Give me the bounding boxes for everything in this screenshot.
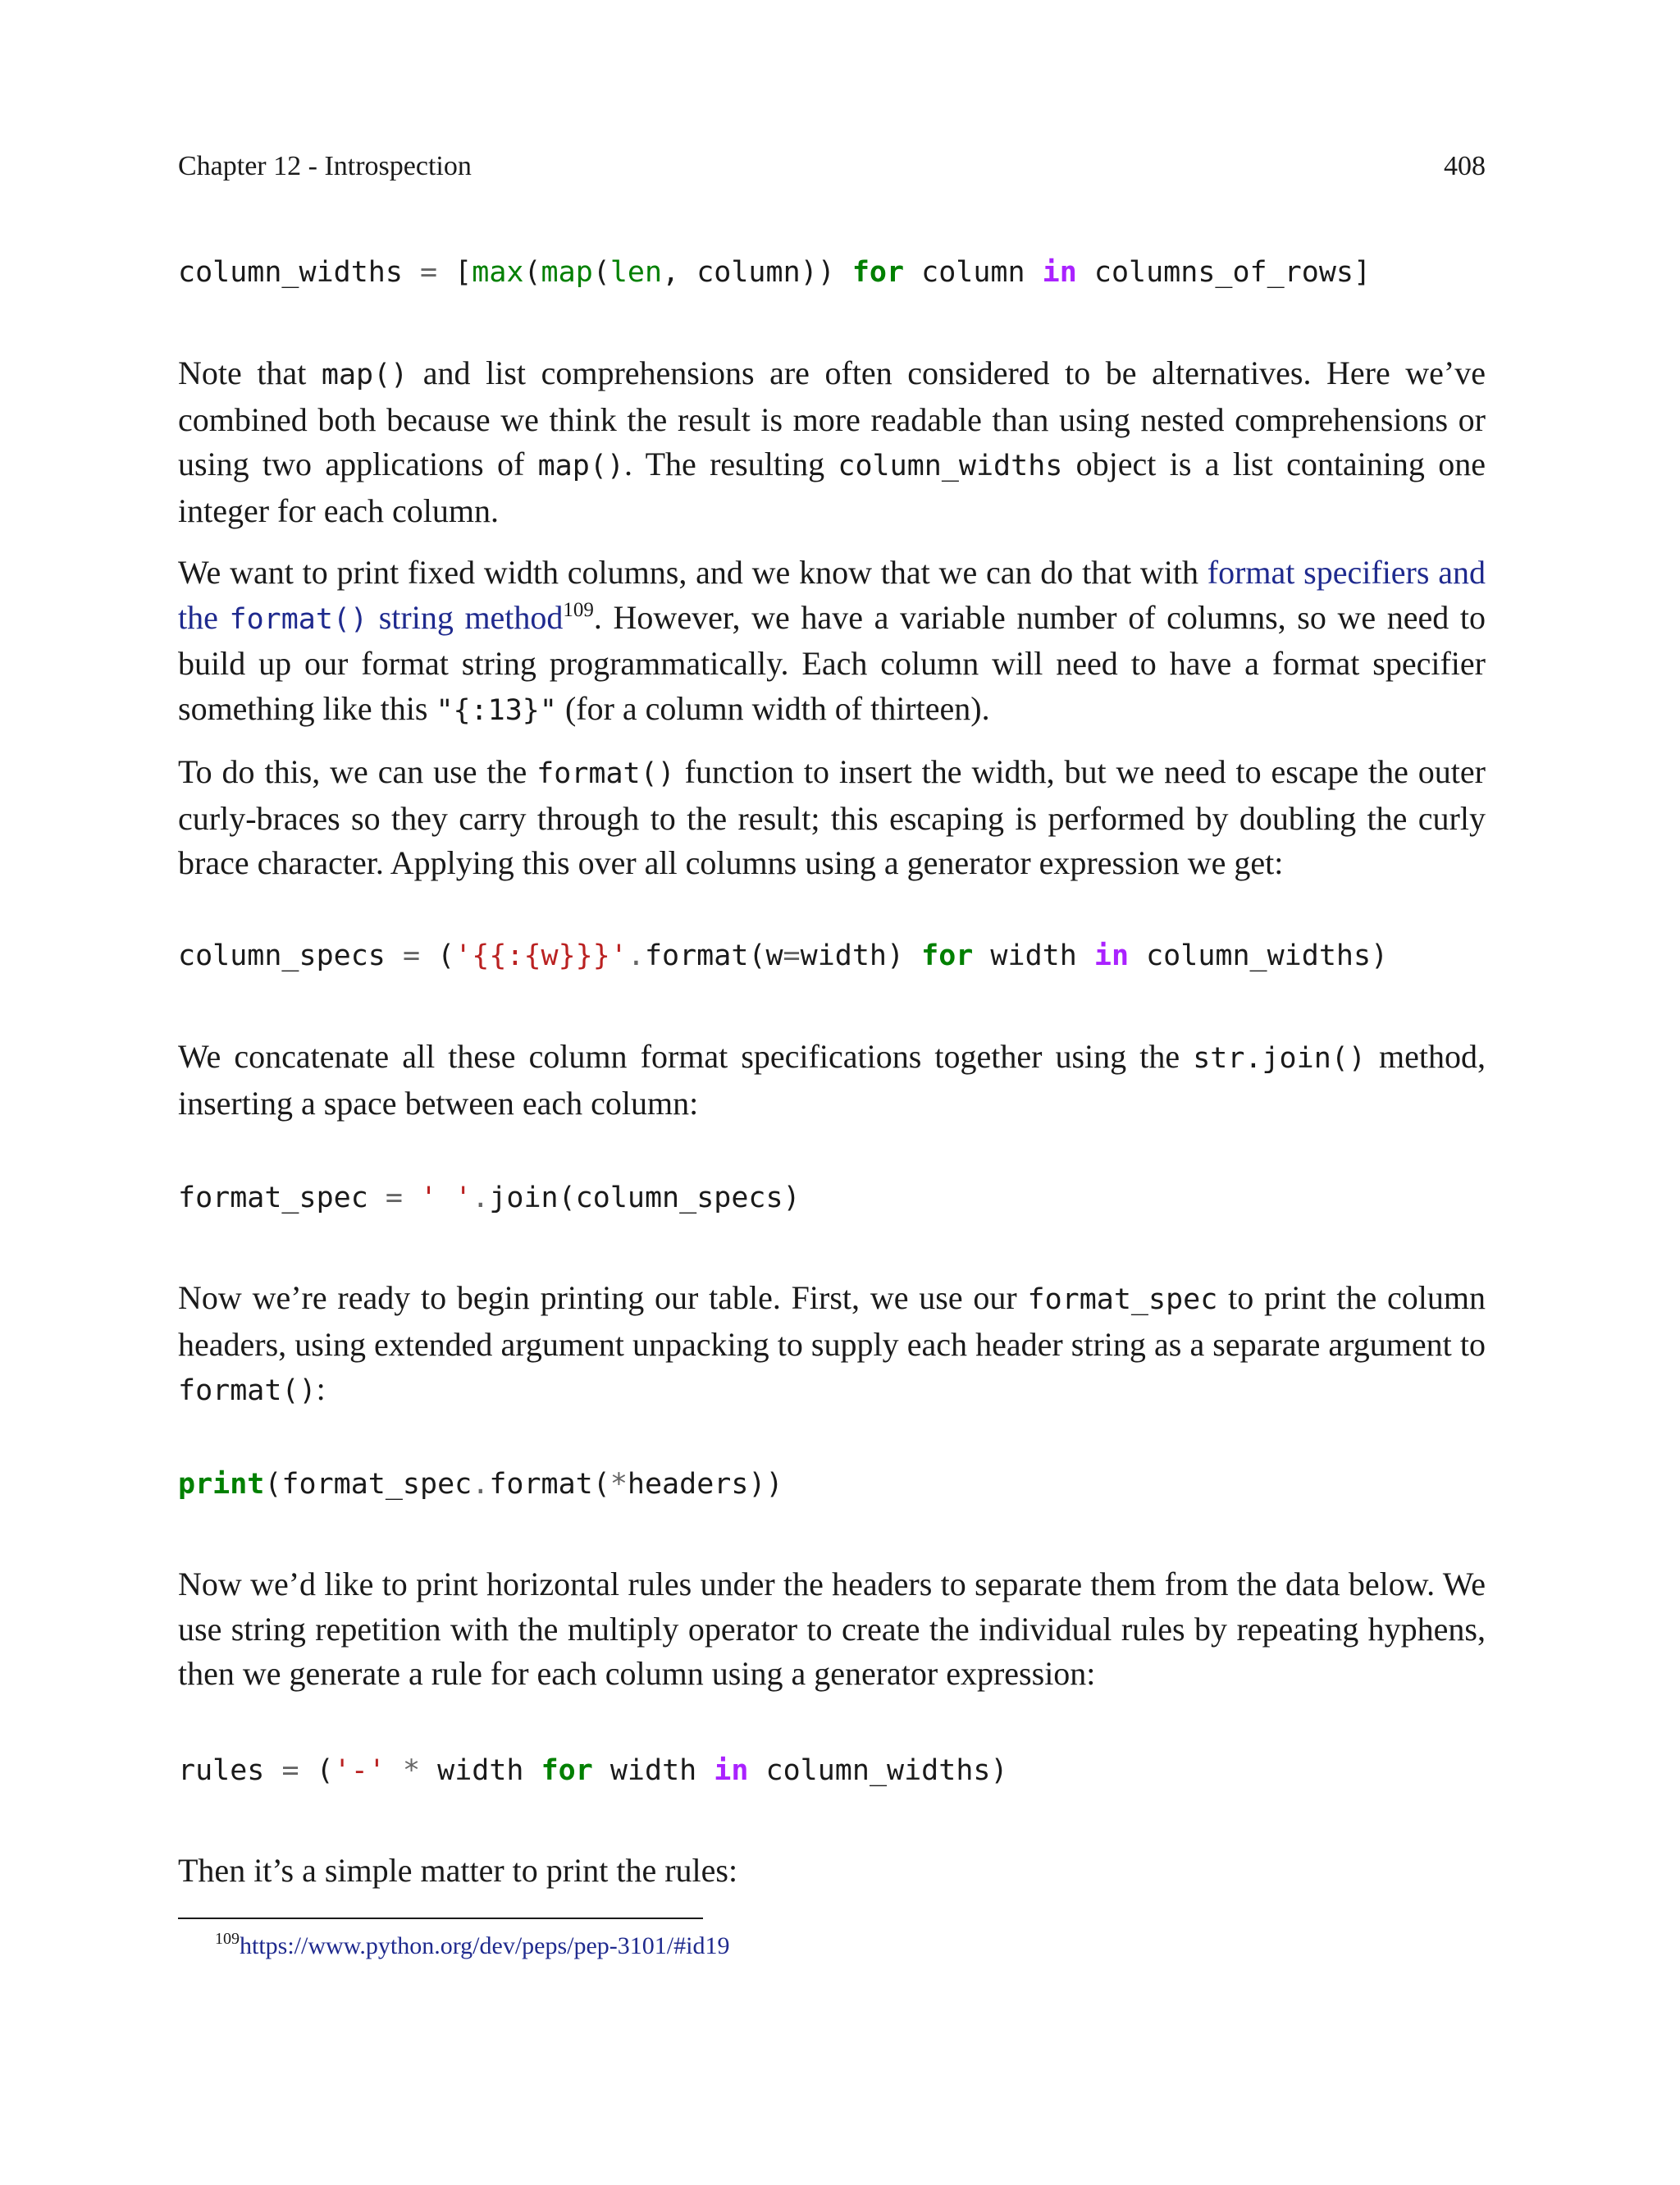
paragraph-horizontal-rules: Now we’d like to print horizontal rules under the headers to separate them from the data below. We use string repetition with the multiply operator to create the individual rules by repeating hyphens, then we generate a rule for each column using a generator expression: bbox=[178, 1566, 1486, 1692]
format-specifiers-link[interactable]: format specifiers and the format() string method bbox=[178, 554, 1486, 636]
paragraph-escape-braces: To do this, we can use the format() function to insert the width, but we need to escape the outer curly-braces so they carry through to the result; this escaping is performed by doubling the curly brace character. Applying this over all columns using a generator expression we get: bbox=[178, 753, 1486, 881]
footnote-divider bbox=[178, 1918, 703, 1919]
paragraph-print-headers: Now we’re ready to begin printing our table. First, we use our format_spec to print the column headers, using extended argument unpacking to supply each header string as a separate argument to format(): bbox=[178, 1279, 1486, 1407]
code-block-rules: rules = ('-' * width for width in column_widths) bbox=[178, 1754, 1008, 1787]
code-block-print-headers: print(format_spec.format(*headers)) bbox=[178, 1468, 783, 1501]
code-block-column-specs: column_specs = ('{{:{w}}}'.format(w=width) for width in column_widths) bbox=[178, 939, 1389, 972]
paragraph-map-note: Note that map() and list comprehensions are often considered to be alternatives. Here we’ve combined both because we think the result is more readable than using nested comprehensions or using two applications of map(). The resulting column_widths object is a list containing one integer for each column. bbox=[178, 354, 1486, 529]
footnote bbox=[215, 1930, 729, 1963]
code-block-format-spec: format_spec = ' '.join(column_specs) bbox=[178, 1182, 801, 1214]
page-number: 408 bbox=[1444, 151, 1486, 181]
footnote-ref: 109 bbox=[563, 598, 594, 621]
paragraph-concatenate: We concatenate all these column format specifications together using the str.join() method, inserting a space between each column: bbox=[178, 1038, 1486, 1122]
footnote-url-link[interactable]: https://www.python.org/dev/peps/pep-3101/#id19 bbox=[240, 1932, 730, 1959]
chapter-title: Chapter 12 - Introspection bbox=[178, 151, 472, 181]
paragraph-print-rules: Then it’s a simple matter to print the rules: bbox=[178, 1852, 738, 1889]
paragraph-fixed-width: We want to print fixed width columns, and we know that we can do that with format specifiers and the format() string method$^{109}$. However, we have a variable number of columns, so we need to build up our format string programmatically. Each column will need to have a format specifier something like this "{:13}" (for a column width of thirteen). bbox=[178, 554, 1486, 727]
running-header bbox=[178, 146, 1486, 187]
footnote-number: 109 bbox=[215, 1930, 240, 1948]
code-block-column-widths: column_widths = [max(map(len, column)) for column in columns_of_rows] bbox=[178, 256, 1372, 289]
